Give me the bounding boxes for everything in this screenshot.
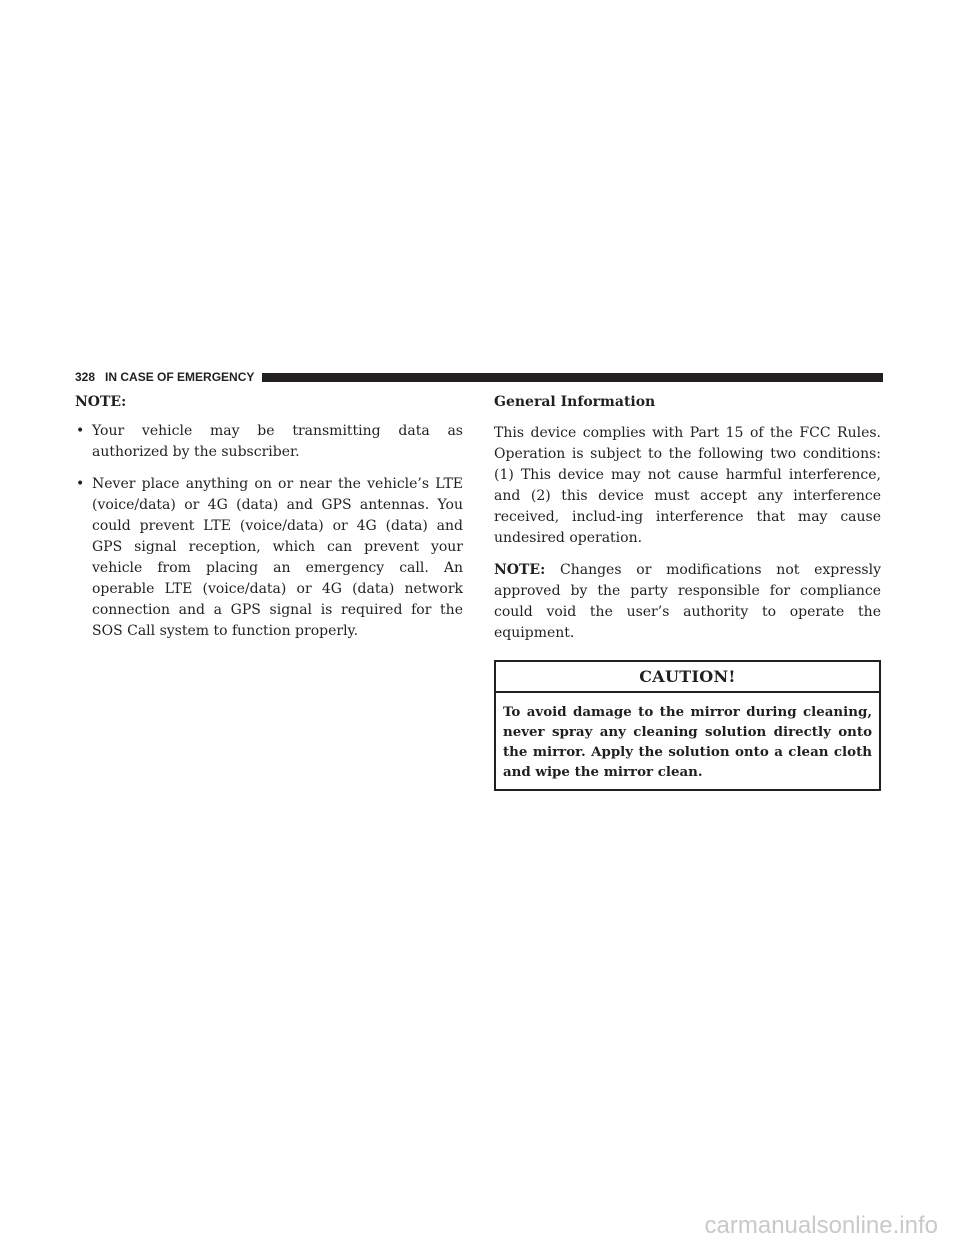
header-rule xyxy=(262,373,883,382)
caution-title: CAUTION! xyxy=(496,662,879,693)
list-item xyxy=(75,421,463,463)
page-number: 328 xyxy=(75,370,96,384)
note-label: NOTE: xyxy=(494,562,546,578)
page-header xyxy=(75,371,883,384)
list-item xyxy=(75,474,463,642)
right-column xyxy=(494,392,881,791)
fcc-paragraph: This device complies with Part 15 of the FCC Rules. Operation is subject to the following two conditions: (1) This device may not cause harmful interference, and (2) this device must accept any interference received, includ-ing interference that may cause undesired operation. xyxy=(494,425,881,546)
bullet-icon: • xyxy=(76,423,85,439)
left-column xyxy=(75,392,463,653)
bullet-text: Your vehicle may be transmitting data as authorized by the subscriber. xyxy=(92,423,463,460)
bullet-text: Never place anything on or near the vehicle’s LTE (voice/data) or 4G (data) and GPS antennas. You could prevent LTE (voice/data) or 4G (data) and GPS signal reception, which can prevent your vehicle from placing an emergency call. An operable LTE (voice/data) or 4G (data) network connection and a GPS signal is required for the SOS Call system to function properly. xyxy=(92,476,463,639)
note-heading: NOTE: xyxy=(75,394,127,410)
note-bullet-list xyxy=(75,421,463,642)
caution-text: To avoid damage to the mirror during cleaning, never spray any cleaning solution directly onto the mirror. Apply the solution onto a clean cloth and wipe the mirror clean. xyxy=(503,704,872,780)
section-title: IN CASE OF EMERGENCY xyxy=(105,370,255,384)
general-information-heading: General Information xyxy=(494,394,656,410)
note-text: Changes or modifications not expressly approved by the party responsible for compliance could void the user’s authority to operate the equipment. xyxy=(494,562,881,641)
caution-box xyxy=(494,660,881,791)
bullet-icon: • xyxy=(76,476,85,492)
watermark: carmanualsonline.info xyxy=(704,1212,938,1239)
note-paragraph xyxy=(494,560,881,644)
